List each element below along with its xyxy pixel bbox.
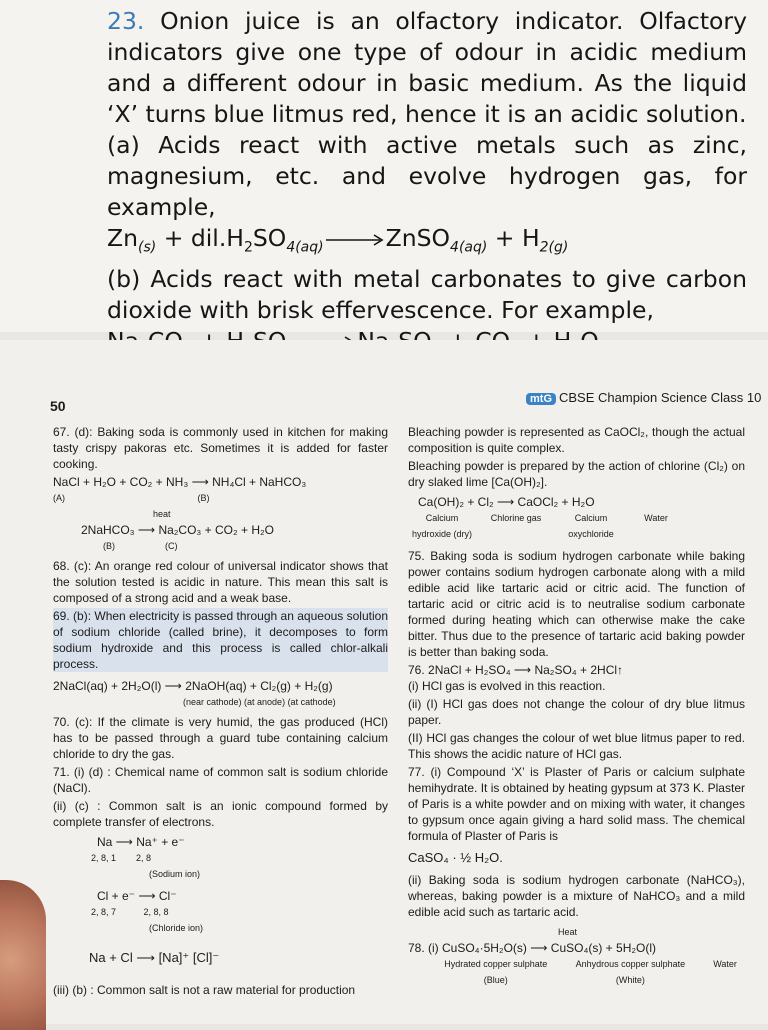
bleaching-powder-text-2: Bleaching powder is prepared by the action of chlorine (Cl₂) on dry slaked lime [Ca(OH)₂]. [408,459,745,489]
label-anhydrous: Anhydrous copper sulphate (White) [575,959,686,985]
answer-77: 77. (i) Compound ‘X’ is Plaster of Paris or calcium sulphate hemihydrate. It is obtained by heating gypsum at 373 K. Plaster of Paris is a white powder and on mixing with water, it changes to gypsum once again giving a hard solid mass. The chemical formula of Plaster of Paris is [408,765,745,843]
right-column [408,424,745,988]
plaster-formula: CaSO₄ · ½ H₂O. [408,850,503,865]
label-chlorine: Chlorine gas [490,513,542,523]
question-23 [107,6,747,130]
heat-label-78: Heat [558,927,578,937]
answer-75: 75. Baking soda is sodium hydrogen carbonate while baking power contains sodium hydrogen carbonate along with a mild edible acid like tartaric acid or citric acid. The function of tartaric acid or citric acid is to neutralise sodium carbonate formed during heating which can otherwise make the cake bitter. Thus due to the presence of tartaric acid baking powder is better than baking soda. [408,549,745,659]
answer-77-ii: (ii) Baking soda is sodium hydrogen carbonate (NaHCO₃), whereas, baking powder is a mixture of NaHCO₃ and a mild edible acid such as tartaric acid. [408,873,745,919]
mtg-logo: mtG [526,393,556,405]
dot-structure: Na + Cl ⟶ [Na]⁺ [Cl]⁻ [89,950,220,965]
lower-page [0,340,768,1024]
finger-shadow [0,880,46,1030]
left-column [53,424,388,1000]
chloride-ion-label: (Chloride ion) [149,923,204,933]
equation-76: 76. 2NaCl + H₂SO₄ ⟶ Na₂SO₄ + 2HCl↑ [408,663,624,677]
label-calcium-hydroxide: Calcium hydroxide (dry) [411,513,473,539]
answer-67: 67. (d): Baking soda is commonly used in kitchen for making tasty crispy pakoras etc. Sometimes it is added for faster cooking. [53,425,388,471]
answer-70: 70. (c): If the climate is very humid, the gas produced (HCl) has to be passed through a guard tube containing calcium chloride to dry the gas. [53,715,388,761]
cl-config: 2, 8, 7 2, 8, 8 [91,907,169,917]
equation-67-1-labels: (A) (B) [53,493,210,503]
equation-67-2: 2NaHCO₃ ⟶ Na₂CO₃ + CO₂ + H₂O [81,523,274,537]
answer-71-iii: (iii) (b) : Common salt is not a raw material for production [53,983,356,997]
equation-69: 2NaCl(aq) + 2H₂O(l) ⟶ 2NaOH(aq) + Cl₂(g) + H₂(g) [53,679,333,693]
label-hydrated: Hydrated copper sulphate (Blue) [444,959,548,985]
answer-71-ii: (ii) (c) : Common salt is an ionic compound formed by complete transfer of electrons. [53,799,388,829]
question-number: 23. [107,7,145,35]
answer-68: 68. (c): An orange red colour of universal indicator shows that the solution tested is acidic in nature. This mean this salt is composed of a strong acid and a weak base. [53,559,388,605]
part-b: (b) Acids react with metal carbonates to give carbon dioxide with brisk effervescence. For example, [107,264,747,324]
answer-71-i: 71. (i) (d) : Chemical name of common salt is sodium chloride (NaCl). [53,765,388,795]
part-a: (a) Acids react with active metals such as zinc, magnesium, etc. and evolve hydrogen gas, for example, [107,131,747,221]
bleaching-powder-labels [408,510,745,542]
label-water: Water [644,513,668,523]
bleaching-powder-text-1: Bleaching powder is represented as CaOCl₂, though the actual composition is quite complex. [408,425,745,455]
equation-78-labels [408,956,745,988]
na-config: 2, 8, 1 2, 8 [91,853,152,863]
top-page-text [107,6,747,366]
page-header [526,390,761,405]
label-calcium-oxychloride: Calcium oxychloride [568,513,614,539]
equation-cl: Cl + e⁻ ⟶ Cl⁻ [97,889,177,903]
equation-67-2-labels: (B) (C) [103,541,178,551]
answer-76-ii: (ii) (I) HCl gas does not change the colour of dry blue litmus paper. [408,697,745,727]
sodium-ion-label: (Sodium ion) [149,869,201,879]
arrow-icon [324,233,386,247]
answer-69: 69. (b): When electricity is passed through an aqueous solution of sodium chloride (called brine), it decomposes to form sodium hydroxide and this process is called chlor-alkali process. [53,609,388,671]
equation-67-1: NaCl + H₂O + CO₂ + NH₃ ⟶ NH₄Cl + NaHCO₃ [53,475,307,489]
question-text: Onion juice is an olfactory indicator. Olfactory indicators give one type of odour in acidic medium and a different odour in basic medium. As the liquid ‘X’ turns blue litmus red, hence it is an acidic solution. [107,7,747,128]
answer-76-iii: (II) HCl gas changes the colour of wet blue litmus paper to red. This shows the acidic nature of HCl gas. [408,731,745,761]
top-page [0,0,768,332]
equation-69-labels: (near cathode) (at anode) (at cathode) [183,697,336,707]
heat-label: heat [153,509,171,519]
label-water-78: Water [713,959,737,969]
bleaching-powder-equation: Ca(OH)₂ + Cl₂ ⟶ CaOCl₂ + H₂O [418,495,595,509]
header-title: CBSE Champion Science Class 10 [559,390,762,405]
equation-na: Na ⟶ Na⁺ + e⁻ [97,835,185,849]
page-number: 50 [50,398,66,414]
equation-zinc: $Zn_{(s)} + dil.H_2SO_{4(aq)}$ ZnSO$_{4(aq)}$ + $H_{2(g)}$ [107,224,569,256]
equation-78: 78. (i) CuSO₄·5H₂O(s) ⟶ CuSO₄(s) + 5H₂O(l) [408,941,657,955]
answer-76-i: (i) HCl gas is evolved in this reaction. [408,679,606,693]
